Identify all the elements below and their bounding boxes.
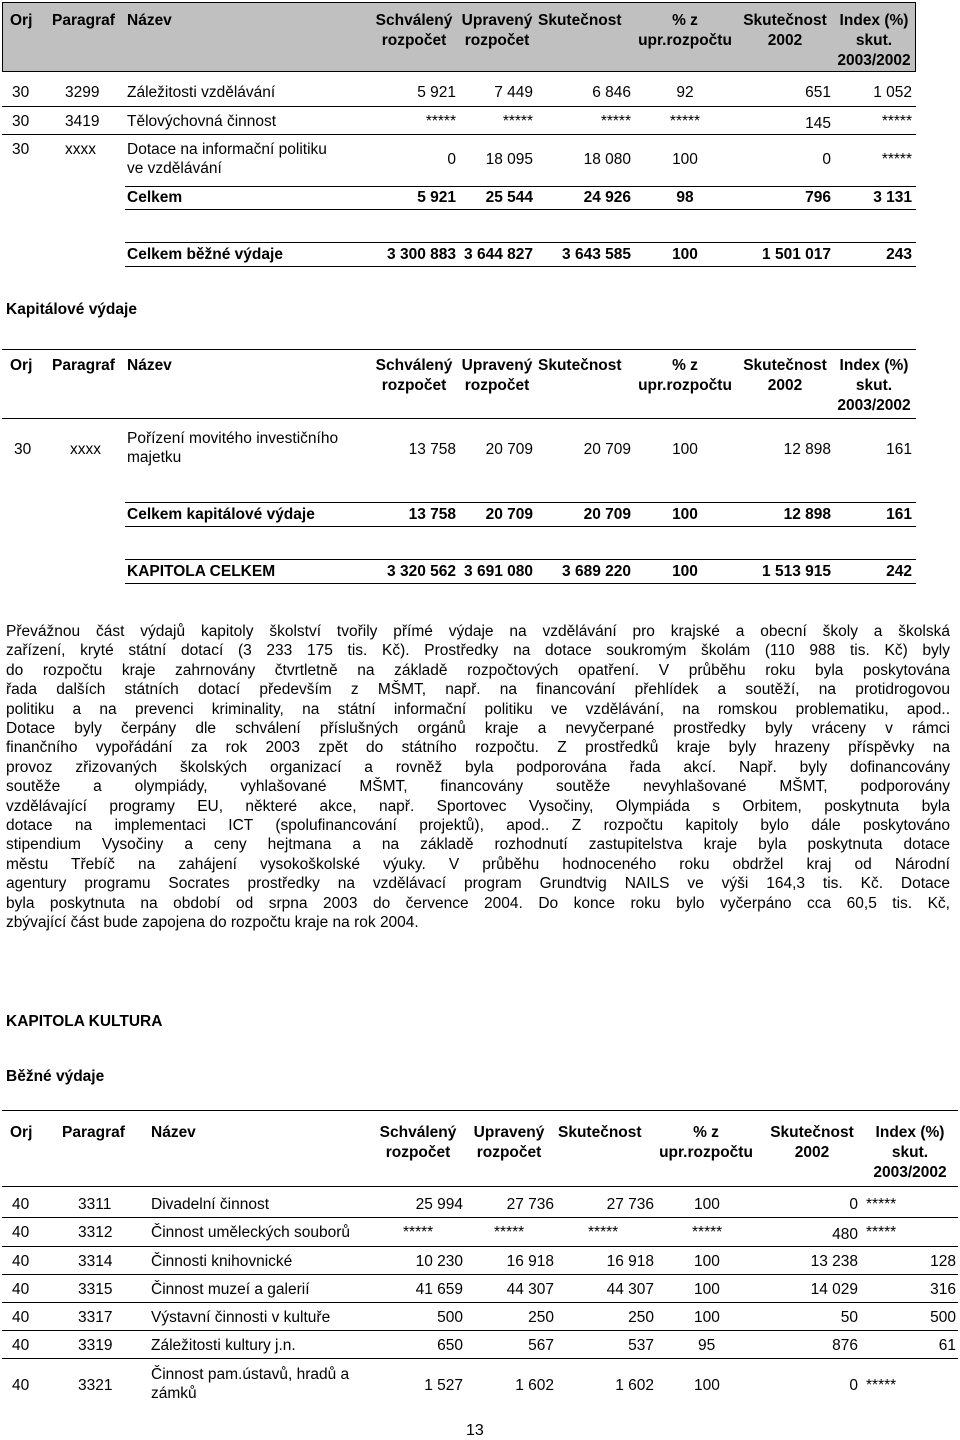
col-schvaleny: Schválený [375, 12, 453, 29]
col-pct-2: upr.rozpočtu [638, 32, 732, 49]
page-number: 13 [466, 1422, 484, 1439]
kapitalove-vydaje-heading: Kapitálové výdaje [6, 301, 137, 318]
col-index-3: 2003/2002 [837, 52, 911, 69]
col-index: Index (%) [839, 12, 909, 29]
bezne-vydaje-heading: Běžné výdaje [6, 1068, 105, 1085]
col-paragraf: Paragraf [52, 12, 115, 29]
col-upraveny-2: rozpočet [464, 32, 530, 49]
col-orj: Orj [10, 12, 33, 29]
col-schvaleny-2: rozpočet [381, 32, 447, 49]
col-skutecnost: Skutečnost [538, 12, 622, 29]
col-pct: % z [672, 12, 698, 29]
col-nazev: Název [127, 12, 172, 29]
body-paragraph: Převážnou část výdajů kapitoly školství tvořily přímé výdaje na vzdělávání pro krajské a obecní školy a školská zařízení, kryté státní dotací (3 233 175 tis. Kč). Prostředky na dotace soukromým školám (110 988 tis. Kč) byly do rozpočtu kraje zahrnovány čtvrtletně na základě rozpočtových opatření. V průběhu roku byla poskytována řada dalších státních dotací především z MŠMT, např. na financování přehlídek a soutěží, na protidrogovou politiku a na prevenci kriminality, na státní informační politiku ve vzdělávání, na romskou problematiku, apod.. Dotace byly čerpány dle schválení příslušných orgánů kraje a nevyčerpané prostředky byly vráceny v rámci finančního vypořádání za rok 2003 zpět do státního rozpočtu. Z prostředků kraje byly hrazeny příspěvky na provoz zřizovaných školských organizací a rovněž byla podporována řada akcí. Např. byly dofinancovány soutěže a olympiády, vyhlašované MŠMT, financovány soutěže nevyhlašované MŠMT, podporovány vzdělávající programy EU, některé akce, např. Sportovec Vysočiny, Olympiáda s Orbitem, poskytnuta byla dotace na implementaci ICT (spolufinancování projektů), apod.. Z rozpočtu kapitoly bylo dále poskytováno stipendium Vysočiny a ceny hejtmana a na základě rozhodnutí zastupitelstva kraje byla poskytnuta dotace městu Třebíč na zahájení vysokoškolské výuky. V průběhu hodnoceného roku obdržel kraj od Národní agentury programu Socrates prostředky na vzdělávací program Grundtvig NAILS ve výši 164,3 tis. Kč. Dotace byla poskytnuta na období od srpna 2003 do července 2004. Do konce roku bylo vyčerpáno cca 60,5 tis. Kč, zbývající část bude zapojena do rozpočtu kraje na rok 2004. [6, 623, 950, 932]
col-index-2: skut. [855, 32, 893, 49]
col-skut2002: Skutečnost [743, 12, 827, 29]
col-upraveny: Upravený [461, 12, 533, 29]
col-skut2002-2: 2002 [767, 32, 803, 49]
kapitola-kultura-heading: KAPITOLA KULTURA [6, 1013, 163, 1030]
